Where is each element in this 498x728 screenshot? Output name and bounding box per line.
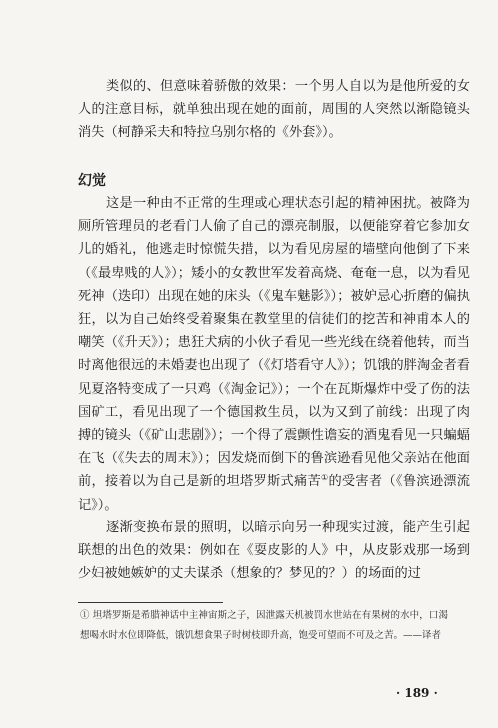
section-heading: 幻觉 [78,173,106,189]
paragraph-2-text: 这是一种由不正常的生理或心理状态引起的精神困扰。被降为厕所管理员的老看门人偷了自己的漂亮制服，以便能穿着它参加女儿的婚礼，他逃走时惊慌失措，以为看见房屋的墙壁向他倒了下来（《最卑贱的人》）；矮小的女教世军发着高烧、奄奄一息，以为看见死神（迭印）出现在她的床头（《鬼车魅影》）；被妒忌心折磨的偏执狂，以为自己始终受着聚集在教堂里的信徒们的挖苦和神甫本人的嘲笑（《升天》）；患狂犬病的小伙子看见一些光线在绕着他转，而当时离他很远的未婚妻也出现了（《灯塔看守人》）；饥饿的胖淘金者看见夏洛特变成了一只鸡（《淘金记》）；一个在瓦斯爆炸中受了伤的法国矿工，看见出现了一个德国救生员，以为又到了前线：出现了肉搏的镜头（《矿山悲剧》）；一个得了震颤性谵妄的酒鬼看见一只蝙蝠在飞（《失去的周末》）；因发烧而倒下的鲁滨逊看见他父亲站在他面前，接着以为自己是新的坦塔罗斯式痛苦 [78,196,470,490]
paragraph-3: 逐渐变换布景的照明，以暗示向另一种现实过渡，能产生引起联想的出色的效果：例如在《耍皮影的人》中，从皮影戏那一场到少妇被她嫉妒的丈夫谋杀（想象的？梦见的？）的场面的过 [78,520,470,582]
page-number: · 189 · [396,686,438,700]
paragraph-1: 类似的、但意味着骄傲的效果：一个男人自以为是他所爱的女人的注意目标，就单独出现在她的面前，周围的人突然以渐隐镜头消失（柯静采夫和特拉乌别尔格的《外套》）。 [78,79,470,141]
footnote-reference: ① [320,473,329,483]
footnote: ① 坦塔罗斯是希腊神话中主神宙斯之子，因泄露天机被罚水世站在有果树的水中，口渴想喝水时水位即降低，饿饥想食果子时树枝即升高，饱受可望而不可及之苦。——译者 [80,610,448,641]
footnote-divider [78,602,223,603]
paragraph-2-text-end: 的受害者（《鲁滨逊漂流记》）。 [78,474,470,513]
paragraph-2 [78,192,470,517]
